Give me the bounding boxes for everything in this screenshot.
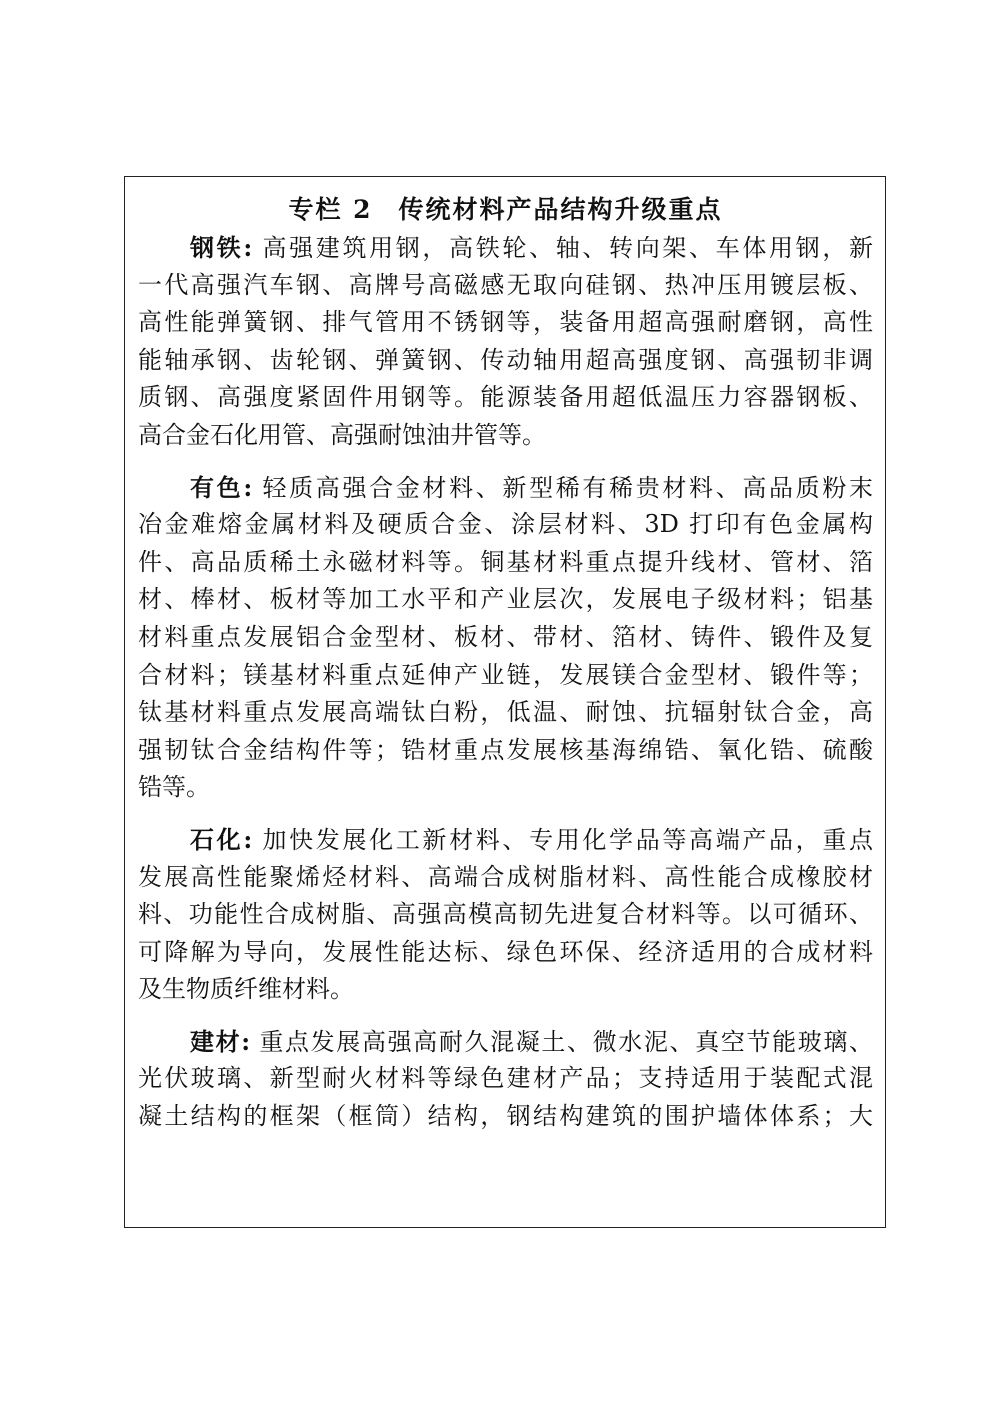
- section-line: 一代高强汽车钢、高牌号高磁感无取向硅钢、热冲压用镀层板、: [138, 270, 873, 299]
- section-label: 有色:: [190, 472, 253, 502]
- section-line: 及生物质纤维材料。: [138, 975, 354, 1004]
- section-line: [138, 1023, 873, 1061]
- section-building-materials: [138, 1023, 873, 1136]
- section-line: 料、功能性合成树脂、高强高模高韧先进复合材料等。以可循环、: [138, 900, 873, 929]
- section-line: 合材料；镁基材料重点延伸产业链，发展镁合金型材、锻件等；: [138, 660, 873, 689]
- section-nonferrous: [138, 469, 873, 807]
- section-line: 凝土结构的框架（框筒）结构，钢结构建筑的围护墙体体系；大: [138, 1102, 873, 1131]
- section-line: 可降解为导向，发展性能达标、绿色环保、经济适用的合成材料: [138, 937, 873, 966]
- section-line: 钛基材料重点发展高端钛白粉，低温、耐蚀、抗辐射钛合金，高: [138, 698, 873, 727]
- section-line: 高合金石化用管、高强耐蚀油井管等。: [138, 420, 546, 449]
- section-line: [138, 229, 873, 267]
- box-title-text: 传统材料产品结构升级重点: [398, 195, 723, 224]
- section-text: 重点发展高强高耐久混凝土、微水泥、真空节能玻璃、: [250, 1027, 873, 1056]
- section-label: 石化:: [190, 824, 253, 854]
- section-text: 高强建筑用钢，高铁轮、轴、转向架、车体用钢，新: [252, 234, 873, 262]
- section-text: 轻质高强合金材料、新型稀有稀贵材料、高品质粉末: [252, 473, 873, 502]
- section-line: 能轴承钢、齿轮钢、弹簧钢、传动轴用超高强度钢、高强韧非调: [138, 345, 873, 374]
- box-title-prefix: 专栏 2: [288, 195, 373, 224]
- section-line: 材、棒材、板材等加工水平和产业层次，发展电子级材料；铝基: [138, 585, 873, 614]
- section-line: 光伏玻璃、新型耐火材料等绿色建材产品；支持适用于装配式混: [138, 1064, 873, 1093]
- section-petrochemical: [138, 821, 873, 1009]
- section-line: 高性能弹簧钢、排气管用不锈钢等，装备用超高强耐磨钢，高性: [138, 308, 873, 337]
- section-line: [138, 821, 873, 859]
- section-text: 加快发展化工新材料、专用化学品等高端产品，重点: [252, 825, 873, 854]
- section-line: 发展高性能聚烯烃材料、高端合成树脂材料、高性能合成橡胶材: [138, 862, 873, 891]
- section-line: 强韧钛合金结构件等；锆材重点发展核基海绵锆、氧化锆、硫酸: [138, 735, 873, 764]
- column-box: [124, 176, 886, 1228]
- section-label: 建材:: [190, 1026, 251, 1056]
- box-title: [138, 195, 873, 229]
- section-line: 件、高品质稀土永磁材料等。铜基材料重点提升线材、管材、箔: [138, 547, 873, 576]
- section-steel: [138, 229, 873, 455]
- section-line: 质钢、高强度紧固件用钢等。能源装备用超低温压力容器钢板、: [138, 383, 873, 412]
- section-line: 锆等。: [138, 773, 210, 802]
- section-line: [138, 469, 873, 507]
- section-line: 冶金难熔金属材料及硬质合金、涂层材料、3D 打印有色金属构: [138, 510, 873, 539]
- section-line: 材料重点发展铝合金型材、板材、带材、箔材、铸件、锻件及复: [138, 622, 873, 651]
- section-label: 钢铁:: [190, 233, 253, 262]
